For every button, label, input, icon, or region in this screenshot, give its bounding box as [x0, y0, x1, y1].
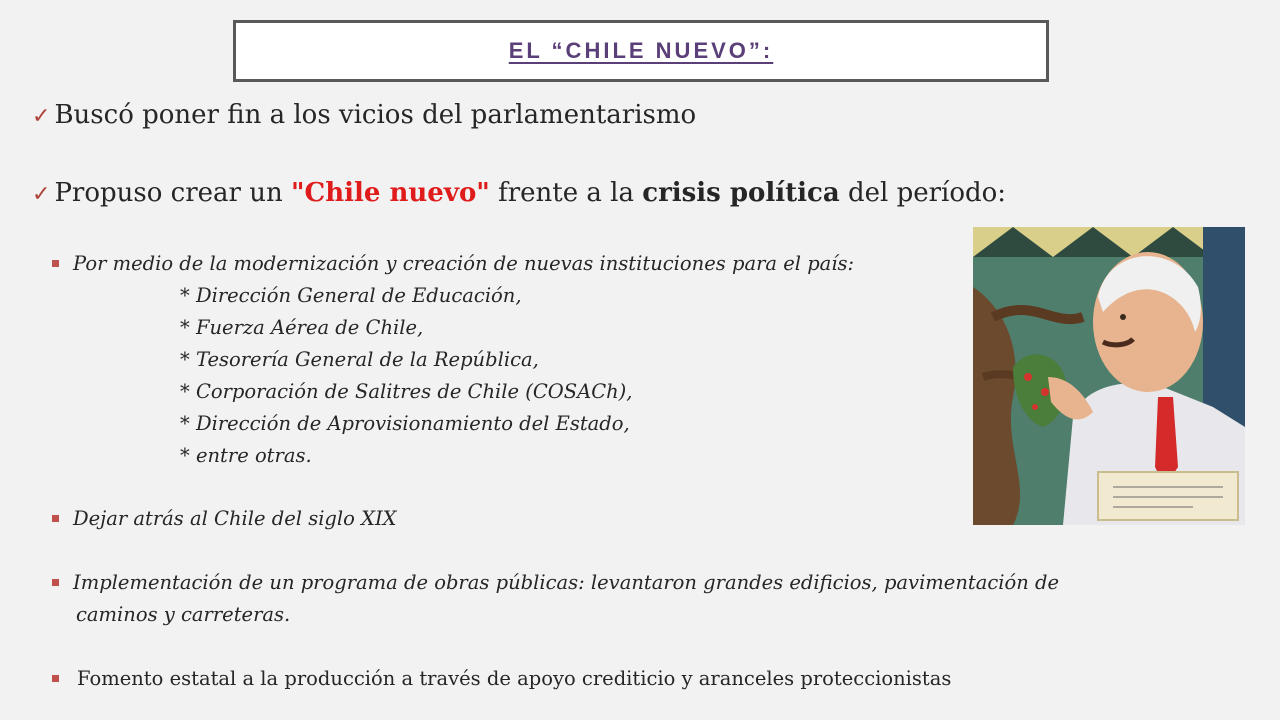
point-chile-nuevo — [32, 178, 1006, 208]
list-item: * Fuerza Aérea de Chile, — [180, 316, 424, 339]
sub-text: Implementación de un programa de obras públicas: levantaron grandes edificios, pavimentación de — [73, 571, 1060, 594]
sub-text: Por medio de la modernización y creación de nuevas instituciones para el país: — [73, 252, 855, 275]
chile-nuevo-highlight: "Chile nuevo" — [291, 178, 490, 208]
sub-text: Fomento estatal a la producción a través de apoyo crediticio y aranceles proteccionistas — [77, 667, 952, 690]
checkmark-icon: ✓ — [32, 104, 51, 129]
crisis-politica-highlight: crisis política — [642, 178, 840, 208]
caricature-image — [973, 227, 1245, 525]
sub-public-works — [52, 567, 1059, 631]
square-bullet-icon — [52, 515, 59, 522]
list-item: * Dirección General de Educación, — [180, 284, 522, 307]
checkmark-icon: ✓ — [32, 182, 51, 207]
sub-production — [52, 663, 951, 695]
point-parliamentarism — [32, 100, 696, 130]
list-item: * entre otras. — [180, 444, 312, 467]
point-text-pre: Propuso crear un — [54, 178, 291, 208]
square-bullet-icon — [52, 675, 59, 682]
sub-text-continuation: caminos y carreteras. — [76, 603, 291, 626]
list-item: * Tesorería General de la República, — [180, 348, 539, 371]
list-item: * Dirección de Aprovisionamiento del Estado, — [180, 412, 630, 435]
point-text-mid: frente a la — [489, 178, 643, 208]
sub-text: Dejar atrás al Chile del siglo XIX — [73, 507, 397, 530]
square-bullet-icon — [52, 260, 59, 267]
list-item: * Corporación de Salitres de Chile (COSACh), — [180, 380, 633, 403]
caricature-illustration — [973, 227, 1245, 525]
institutions-list — [180, 280, 633, 472]
title-box — [233, 20, 1049, 82]
square-bullet-icon — [52, 579, 59, 586]
sub-leave-behind — [52, 503, 397, 535]
point-text-post: del período: — [839, 178, 1007, 208]
sub-modernization — [52, 248, 854, 280]
slide-title: EL “CHILE NUEVO”: — [508, 38, 774, 63]
point-text: Buscó poner fin a los vicios del parlamentarismo — [54, 100, 697, 130]
